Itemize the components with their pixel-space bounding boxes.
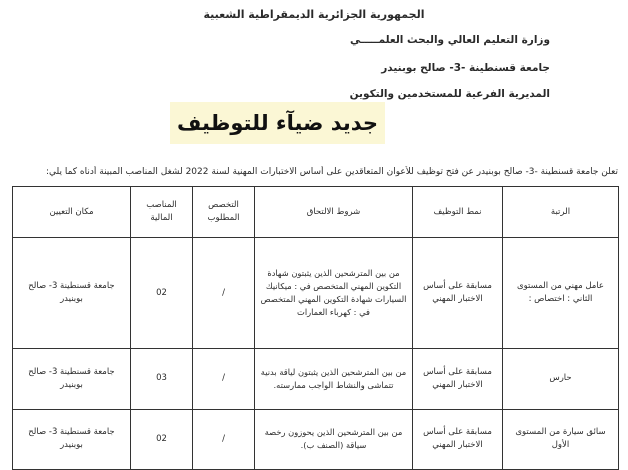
cell-specialty: / (193, 238, 255, 349)
cell-positions: 02 (131, 238, 193, 349)
table-row (13, 238, 619, 349)
cell-specialty: / (193, 409, 255, 469)
cell-mode: مسابقة على أساس الاختبار المهني (413, 238, 503, 349)
table-row (13, 409, 619, 469)
cell-conditions: من بين المترشحين الذين يحوزون رخصة سياقة (الصنف ب). (255, 409, 413, 469)
cell-place: جامعة قسنطينة 3- صالح بوبنيدر (13, 238, 131, 349)
cell-rank: سائق سيارة من المستوى الأول (503, 409, 619, 469)
cell-specialty: / (193, 349, 255, 409)
cell-positions: 02 (131, 409, 193, 469)
col-header-place: مكان التعيين (13, 187, 131, 238)
cell-conditions: من بين المترشحين الذين يثبتون شهادة التكوين المهني المتخصص في : ميكانيك السيارات شهادة التكوين المهني المتخصص في : كهرباء العمارات (255, 238, 413, 349)
cell-rank: حارس (503, 349, 619, 409)
cell-rank: عامل مهني من المستوى الثاني : اختصاص : (503, 238, 619, 349)
university-name: جامعة قسنطينة -3- صالح بوبنيدر (381, 62, 550, 74)
col-header-mode: نمط التوظيف (413, 187, 503, 238)
col-header-specialty: التخصص المطلوب (193, 187, 255, 238)
cell-positions: 03 (131, 349, 193, 409)
cell-conditions: من بين المترشحين الذين يثبتون لياقة بدنية تتماشى والنشاط الواجب ممارسته. (255, 349, 413, 409)
cell-mode: مسابقة على أساس الاختبار المهني (413, 349, 503, 409)
cell-place: جامعة قسنطينة 3- صالح بوبنيدر (13, 349, 131, 409)
republic-title: الجمهورية الجزائرية الديمقراطية الشعبية (203, 8, 425, 21)
table-header-row (13, 187, 619, 238)
table-row (13, 349, 619, 409)
cell-place: جامعة قسنطينة 3- صالح بوبنيدر (13, 409, 131, 469)
col-header-conditions: شروط الالتحاق (255, 187, 413, 238)
ministry-name: وزارة التعليم العالي والبحث العلمـــــي (350, 34, 550, 46)
positions-table (12, 186, 619, 470)
cell-mode: مسابقة على أساس الاختبار المهني (413, 409, 503, 469)
directorate-name: المديرية الفرعية للمستخدمين والتكوين (349, 88, 550, 100)
col-header-positions: المناصب المالية (131, 187, 193, 238)
watermark-banner: جديد ضيآء للتوظيف (170, 102, 385, 144)
announcement-intro: تعلن جامعة قسنطينة -3- صالح بوبنيدر عن فتح توظيف للأعوان المتعاقدين على أساس الاختبارات المهنية لسنة 2022 لشغل المناصب المبينة أدناه كما يلي: (45, 167, 618, 177)
col-header-rank: الرتبة (503, 187, 619, 238)
